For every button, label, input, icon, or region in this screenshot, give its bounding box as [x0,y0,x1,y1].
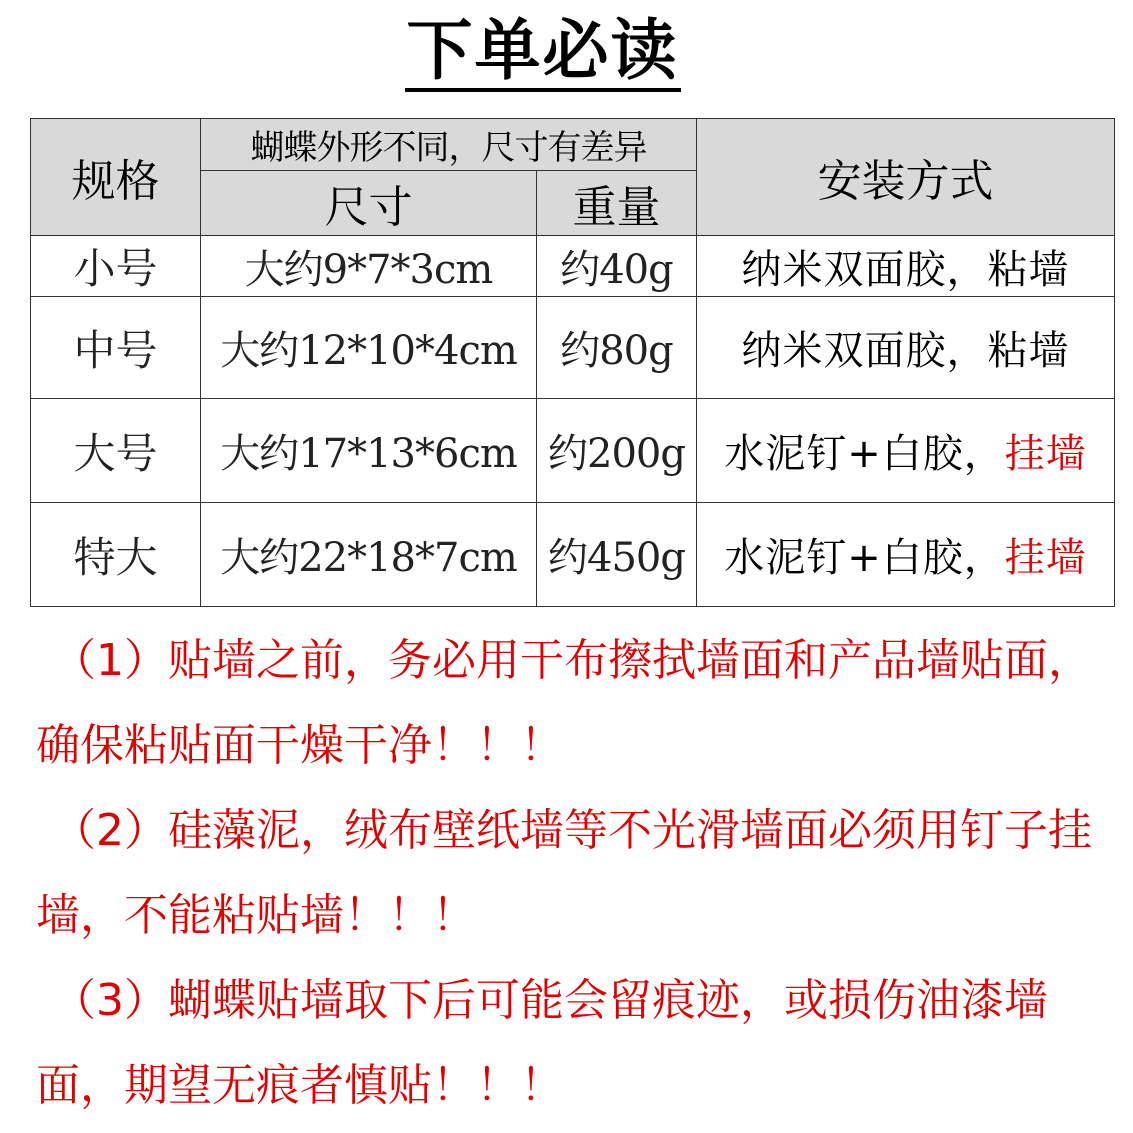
row-size: 大约22*18*7cm [201,503,537,607]
install-text: 纳米双面胶，粘墙 [741,246,1070,293]
table-row [31,399,1115,503]
install-text-red: 挂墙 [1004,535,1087,581]
header-size: 尺寸 [201,171,537,236]
page-title: 下单必读 [405,14,681,92]
row-install [697,503,1115,607]
row-weight: 约40g [537,236,697,297]
row-weight: 约80g [537,297,697,399]
row-size: 大约9*7*3cm [201,236,537,297]
row-install [697,399,1115,503]
row-spec: 特大 [31,503,201,607]
note-3: （3）蝴蝶贴墙取下后可能会留痕迹，或损伤油漆墙面，期望无痕者慎贴！！！ [36,975,1048,1111]
row-spec: 中号 [31,297,201,399]
install-text-red: 挂墙 [1004,431,1087,477]
table-row [31,236,1115,297]
row-size: 大约17*13*6cm [201,399,537,503]
install-text: 水泥钉+白胶， [724,535,1005,581]
page-title-wrap [0,14,1085,92]
spec-table [30,118,1115,607]
table-row [31,297,1115,399]
header-spec: 规格 [31,119,201,236]
table-row [31,503,1115,607]
note-2: （2）硅藻泥，绒布壁纸墙等不光滑墙面必须用钉子挂墙，不能粘贴墙！！！ [36,805,1092,941]
note-1: （1）贴墙之前，务必用干布擦拭墙面和产品墙贴面，确保粘贴面干燥干净！！！ [36,635,1092,771]
row-spec: 大号 [31,399,201,503]
row-install [697,236,1115,297]
row-weight: 约200g [537,399,697,503]
header-install: 安装方式 [697,119,1115,236]
row-install [697,297,1115,399]
header-weight: 重量 [537,171,697,236]
row-weight: 约450g [537,503,697,607]
install-text: 水泥钉+白胶， [724,431,1005,477]
header-size-note: 蝴蝶外形不同，尺寸有差异 [201,119,697,171]
notes-block [36,618,1096,1128]
install-text: 纳米双面胶，粘墙 [741,328,1070,374]
row-size: 大约12*10*4cm [201,297,537,399]
row-spec: 小号 [31,236,201,297]
